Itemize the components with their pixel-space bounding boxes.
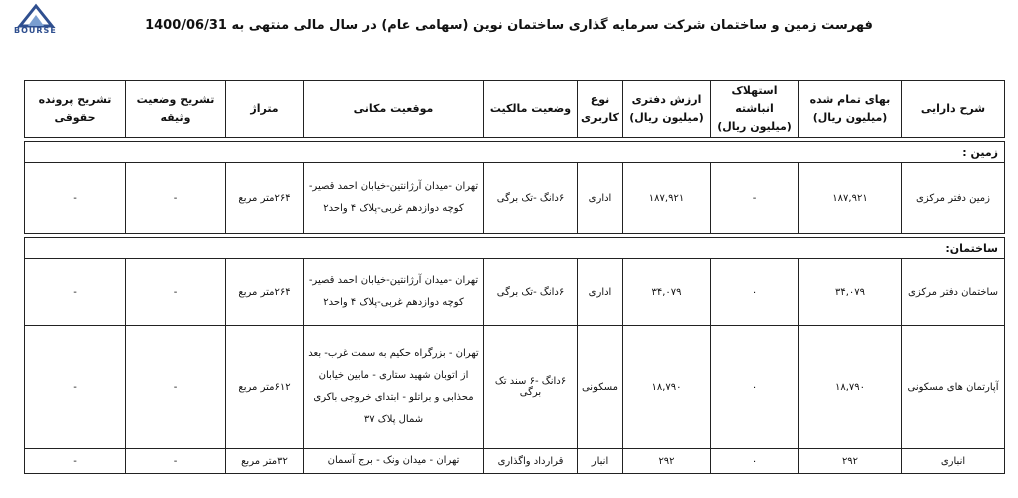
- cell-ownership: ۶دانگ -تک برگی: [484, 259, 578, 326]
- cell-asset-desc: ساختمان دفتر مرکزی: [902, 259, 1005, 326]
- assets-table: [24, 80, 1005, 474]
- cell-location: تهران -میدان آرژانتین-خیابان احمد قصیر-کوچه دوازدهم غربی-پلاک ۴ واحد۲: [304, 259, 484, 326]
- table-row: [25, 326, 1005, 449]
- cell-deed-status: -: [126, 163, 226, 234]
- logo-text: BOURSE: [14, 26, 57, 35]
- header-ownership: وضعیت مالکیت: [484, 81, 578, 138]
- cell-deed-status: -: [126, 449, 226, 474]
- cell-ownership: ۶دانگ -تک برگی: [484, 163, 578, 234]
- cell-deed-status: -: [126, 326, 226, 449]
- cell-finished-cost: ۱۸۷,۹۲۱: [799, 163, 902, 234]
- cell-legal-case: -: [25, 163, 126, 234]
- cell-asset-desc: آپارتمان های مسکونی: [902, 326, 1005, 449]
- header-book-value: ارزش دفتری (میلیون ریال): [623, 81, 711, 138]
- cell-area: ۶۱۲متر مربع: [226, 326, 304, 449]
- cell-ownership: ۶دانگ -۶ سند تک برگی: [484, 326, 578, 449]
- table-row: [25, 163, 1005, 234]
- section-land-label: زمین :: [25, 142, 1005, 163]
- cell-accum-depr: ۰: [711, 259, 799, 326]
- cell-deed-status: -: [126, 259, 226, 326]
- cell-usage-type: اداری: [578, 163, 623, 234]
- cell-asset-desc: زمین دفتر مرکزی: [902, 163, 1005, 234]
- table-row: [25, 449, 1005, 474]
- cell-finished-cost: ۲۹۲: [799, 449, 902, 474]
- cell-ownership: قرارداد واگذاری: [484, 449, 578, 474]
- section-land-row: [25, 142, 1005, 163]
- cell-legal-case: -: [25, 326, 126, 449]
- cell-location: تهران - میدان ونک - برج آسمان: [304, 449, 484, 474]
- cell-accum-depr: ۰: [711, 326, 799, 449]
- cell-accum-depr: ۰: [711, 449, 799, 474]
- cell-usage-type: مسکونی: [578, 326, 623, 449]
- header-deed-status: تشریح وضعیت وثیقه: [126, 81, 226, 138]
- header-finished-cost: بهای تمام شده (میلیون ریال): [799, 81, 902, 138]
- cell-book-value: ۱۸,۷۹۰: [623, 326, 711, 449]
- cell-asset-desc: انباری: [902, 449, 1005, 474]
- header-accum-depr: استهلاک انباشته (میلیون ریال): [711, 81, 799, 138]
- header-legal-case: تشریح پرونده حقوقی: [25, 81, 126, 138]
- cell-location: تهران -میدان آرژانتین-خیابان احمد قصیر-کوچه دوازدهم غربی-پلاک ۴ واحد۲: [304, 163, 484, 234]
- cell-book-value: ۳۴,۰۷۹: [623, 259, 711, 326]
- header-area: متراژ: [226, 81, 304, 138]
- cell-usage-type: اداری: [578, 259, 623, 326]
- cell-legal-case: -: [25, 259, 126, 326]
- cell-book-value: ۱۸۷,۹۲۱: [623, 163, 711, 234]
- cell-area: ۲۶۴متر مربع: [226, 163, 304, 234]
- cell-finished-cost: ۱۸,۷۹۰: [799, 326, 902, 449]
- section-building-row: [25, 238, 1005, 259]
- header-row: [25, 81, 1005, 138]
- section-building-label: ساختمان:: [25, 238, 1005, 259]
- cell-location: تهران - بزرگراه حکیم به سمت غرب- بعد از اتوبان شهید ستاری - مابین خیابان محذابی و براتلو - ابتدای خروجی باکری شمال پلاک ۳۷: [304, 326, 484, 449]
- header-asset-desc: شرح دارایی: [902, 81, 1005, 138]
- page-title: فهرست زمین و ساختمان شرکت سرمایه گذاری ساختمان نوین (سهامی عام) در سال مالی منتهی به 1400/06/31: [145, 18, 873, 33]
- cell-legal-case: -: [25, 449, 126, 474]
- cell-usage-type: انبار: [578, 449, 623, 474]
- cell-accum-depr: -: [711, 163, 799, 234]
- cell-area: ۲۶۴متر مربع: [226, 259, 304, 326]
- cell-finished-cost: ۳۴,۰۷۹: [799, 259, 902, 326]
- cell-area: ۳۲متر مربع: [226, 449, 304, 474]
- table-row: [25, 259, 1005, 326]
- cell-book-value: ۲۹۲: [623, 449, 711, 474]
- header-location: موقعیت مکانی: [304, 81, 484, 138]
- header-usage-type: نوع کاربری: [578, 81, 623, 138]
